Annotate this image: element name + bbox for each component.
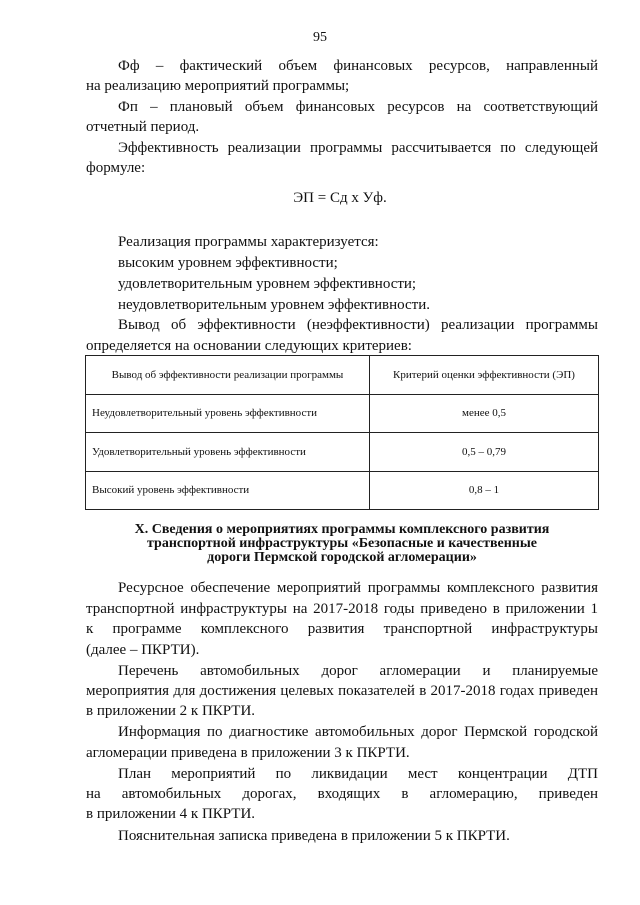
levels-intro: Реализация программы характеризуется:: [118, 234, 379, 250]
level-item: удовлетворительным уровнем эффективности;: [118, 276, 417, 292]
section-heading-line3: дороги Пермской городской агломерации»: [207, 550, 477, 565]
paragraph-line: Пояснительная записка приведена в приложении 5 к ПКРТИ.: [118, 828, 510, 844]
table-cell: 0,5 – 0,79: [370, 433, 599, 472]
criteria-intro-line2: определяется на основании следующих критериев:: [86, 338, 412, 354]
definition-ff-line1: Фф – фактический объем финансовых ресурсов, направленный: [118, 58, 598, 74]
paragraph-line: к программе комплексного развития транспортной инфраструктуры: [86, 621, 598, 637]
paragraph-line: на автомобильных дорогах, входящих в агломерацию, приведен: [86, 786, 598, 802]
definition-fp-line2: отчетный период.: [86, 119, 200, 135]
formula-intro-line2: формуле:: [86, 160, 146, 176]
table-cell: Высокий уровень эффективности: [86, 471, 370, 510]
table-header-cell: Критерий оценки эффективности (ЭП): [370, 356, 599, 395]
paragraph-line: агломерации приведена в приложении 3 к ПКРТИ.: [86, 745, 410, 761]
table-row: [86, 394, 599, 433]
table-header-cell: Вывод об эффективности реализации программы: [86, 356, 370, 395]
definition-ff-line2: на реализацию мероприятий программы;: [86, 78, 350, 94]
page-number: 95: [313, 30, 327, 45]
formula: ЭП = Сд х Уф.: [293, 190, 387, 206]
paragraph-line: мероприятия для достижения целевых показателей в 2017-2018 годах приведен: [86, 683, 598, 699]
level-item: высоким уровнем эффективности;: [118, 255, 338, 271]
table-cell: Удовлетворительный уровень эффективности: [86, 433, 370, 472]
table-row: [86, 471, 599, 510]
paragraph-line: (далее – ПКРТИ).: [86, 642, 200, 658]
paragraph-line: в приложении 2 к ПКРТИ.: [86, 703, 256, 719]
formula-intro-line1: Эффективность реализации программы рассчитывается по следующей: [118, 140, 598, 156]
criteria-table: [85, 355, 599, 510]
section-heading-line2: транспортной инфраструктуры «Безопасные и качественные: [146, 536, 538, 551]
table-cell: менее 0,5: [370, 394, 599, 433]
table-cell: 0,8 – 1: [370, 471, 599, 510]
paragraph-line: Ресурсное обеспечение мероприятий программы комплексного развития: [118, 580, 598, 596]
paragraph-line: транспортной инфраструктуры на 2017-2018 годы приведено в приложении 1: [86, 601, 598, 617]
section-heading-line1: X. Сведения о мероприятиях программы комплексного развития: [134, 522, 550, 537]
paragraph-line: Перечень автомобильных дорог агломерации и планируемые: [118, 663, 598, 679]
table-row: [86, 433, 599, 472]
level-item: неудовлетворительным уровнем эффективности.: [118, 297, 430, 313]
criteria-intro-line1: Вывод об эффективности (неэффективности) реализации программы: [118, 317, 598, 333]
table-cell: Неудовлетворительный уровень эффективности: [86, 394, 370, 433]
paragraph-line: в приложении 4 к ПКРТИ.: [86, 806, 256, 822]
paragraph-line: Информация по диагностике автомобильных дорог Пермской городской: [118, 724, 598, 740]
table-header-row: [86, 356, 599, 395]
paragraph-line: План мероприятий по ликвидации мест концентрации ДТП: [118, 766, 598, 782]
definition-fp-line1: Фп – плановый объем финансовых ресурсов на соответствующий: [118, 99, 598, 115]
